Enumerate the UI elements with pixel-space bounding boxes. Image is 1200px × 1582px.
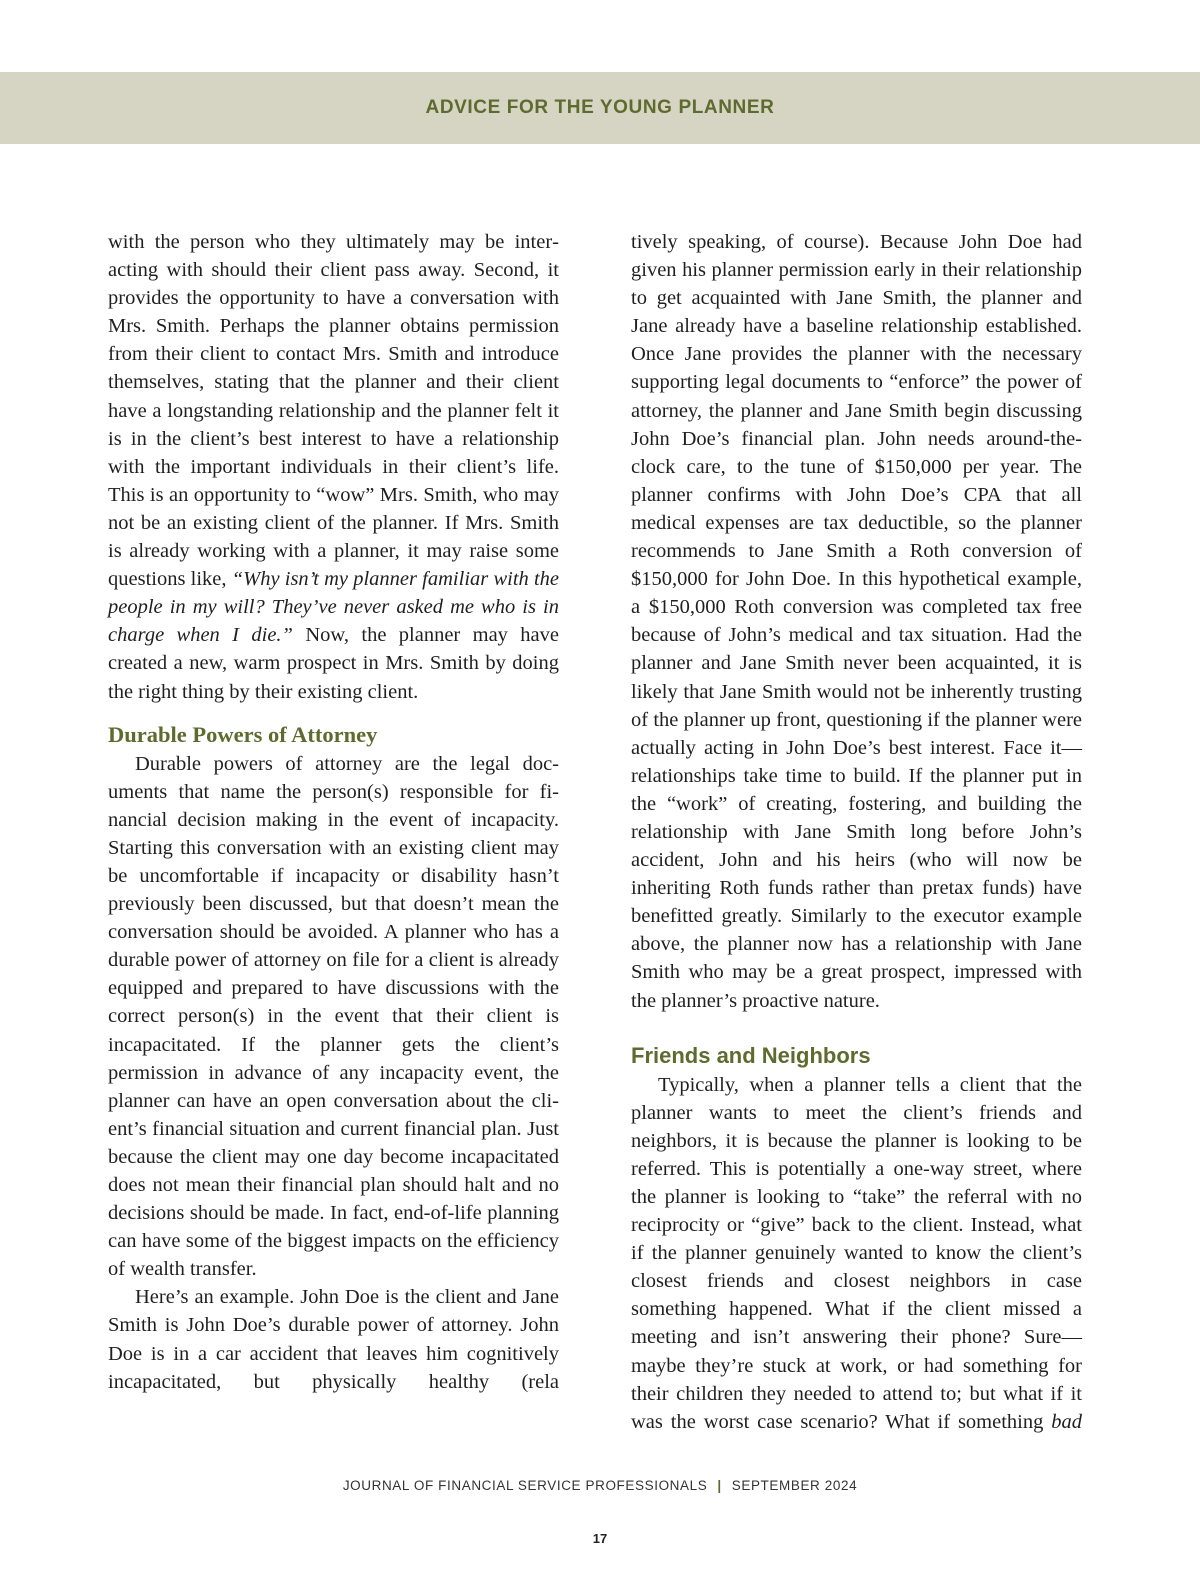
section-title: ADVICE FOR THE YOUNG PLANNER <box>425 97 775 118</box>
left-quote: “Why isn’t my planner familiar with the people in my will? They’ve never asked me who is in charge when I die.” <box>108 568 560 647</box>
left-paragraph-3: Here’s an example. John Doe is the client and Jane Smith is John Doe’s durable power of attorney. John Doe is in a car accident that leaves him cognitively incapacitated, but physically healthy (rela <box>108 1286 559 1393</box>
left-paragraph-1-text: with the person who they ultimately may be interacting with should their client pass away. Second, it provides the opportunity to have a conversation with Mrs. Smith. Perhaps the planner obtains permission from their client to contact Mrs. Smith and introduce themselves, stating that the planner and their client have a longstanding relationship and the planner felt it is in the client’s best interest to have a relationship with the important individuals in their client’s life. This is an opportunity to “wow” Mrs. Smith, who may not be an existing client of the planner. If Mrs. Smith is already working with a planner, it may raise some questions like, <box>108 231 559 591</box>
right-paragraph-2-text: Typically, when a planner tells a client that the planner wants to meet the client’s friends and neighbors, it is because the planner is looking to be referred. This is potentially a one-way street, where the planner is looking to “take” the referral with no reciprocity or “give” back to the client. Instead, what if the planner genuinely wanted to know the client’s closest friends and closest neighbors in case something happened. What if the client missed a meeting and isn’t answering their phone? Sure—maybe they’re stuck at work, or had something for their children they needed to attend to; but what if it was the worst case scenario? What if something <box>631 1073 1082 1433</box>
left-paragraph-1 <box>108 228 559 706</box>
footer-separator: | <box>717 1478 722 1493</box>
page-number: 17 <box>592 1531 608 1546</box>
right-italic-end: bad <box>1051 1410 1083 1433</box>
footer-date: SEPTEMBER 2024 <box>731 1478 858 1493</box>
left-paragraph-1-end: Now, the planner may have created a new, warm prospect in Mrs. Smith by doing the right thing by their existing client. <box>108 624 559 703</box>
right-paragraph-1: tively speaking, of course). Because John Doe had given his planner permission early in their relationship to get acquainted with Jane Smith, the planner and Jane already have a baseline relationship established. Once Jane provides the planner with the necessary supporting legal documents to “enforce” the power of attorney, the planner and Jane Smith begin discussing John Doe’s financial plan. John needs around-the-clock care, to the tune of $150,000 per year. The planner confirms with John Doe’s CPA that all medical expenses are tax deductible, so the planner recommends to Jane Smith a Roth conversion of $150,000 for John Doe. In this hypothetical example, a $150,000 Roth conversion was completed tax free because of John’s medical and tax situation. Had the planner and Jane Smith never been acquainted, it is likely that Jane Smith would not be inherently trusting of the planner up front, questioning if the planner were actually acting in John Doe’s best interest. Face it—relationships take time to build. If the planner put in the “work” of creating, fostering, and building the relationship with Jane Smith long before John’s accident, John and his heirs (who will now be inheriting Roth funds rather than pretax funds) have benefitted greatly. Similarly to the executor example above, the planner now has a relationship with Jane Smith who may be a great prospect, impressed with the planner’s proactive nature. <box>631 231 1082 1012</box>
heading-durable-powers: Durable Powers of Attorney <box>108 721 378 747</box>
right-column <box>631 228 1082 1436</box>
footer-journal: JOURNAL OF FINANCIAL SERVICE PROFESSIONALS <box>342 1478 708 1493</box>
left-column <box>108 228 559 1396</box>
heading-friends-neighbors: Friends and Neighbors <box>631 1042 871 1068</box>
section-banner <box>0 72 1200 144</box>
right-paragraph-2 <box>631 1071 1082 1436</box>
left-paragraph-2: Durable powers of attorney are the legal documents that name the person(s) responsible for financial decision making in the event of incapacity. Starting this conversation with an existing client may be uncomfortable if incapacity or disability hasn’t previously been discussed, but that doesn’t mean the conversation should be avoided. A planner who has a durable power of attorney on file for a client is already equipped and prepared to have discussions with the correct person(s) in the event that their client is incapacitated. If the planner gets the client’s permission in advance of any incapacity event, the planner can have an open conversation about the client’s financial situation and current financial plan. Just because the client may one day become incapacitated does not mean their financial plan should halt and no decisions should be made. In fact, end-of-life planning can have some of the biggest impacts on the efficiency of wealth transfer. <box>108 752 559 1281</box>
footer <box>0 1478 1200 1493</box>
